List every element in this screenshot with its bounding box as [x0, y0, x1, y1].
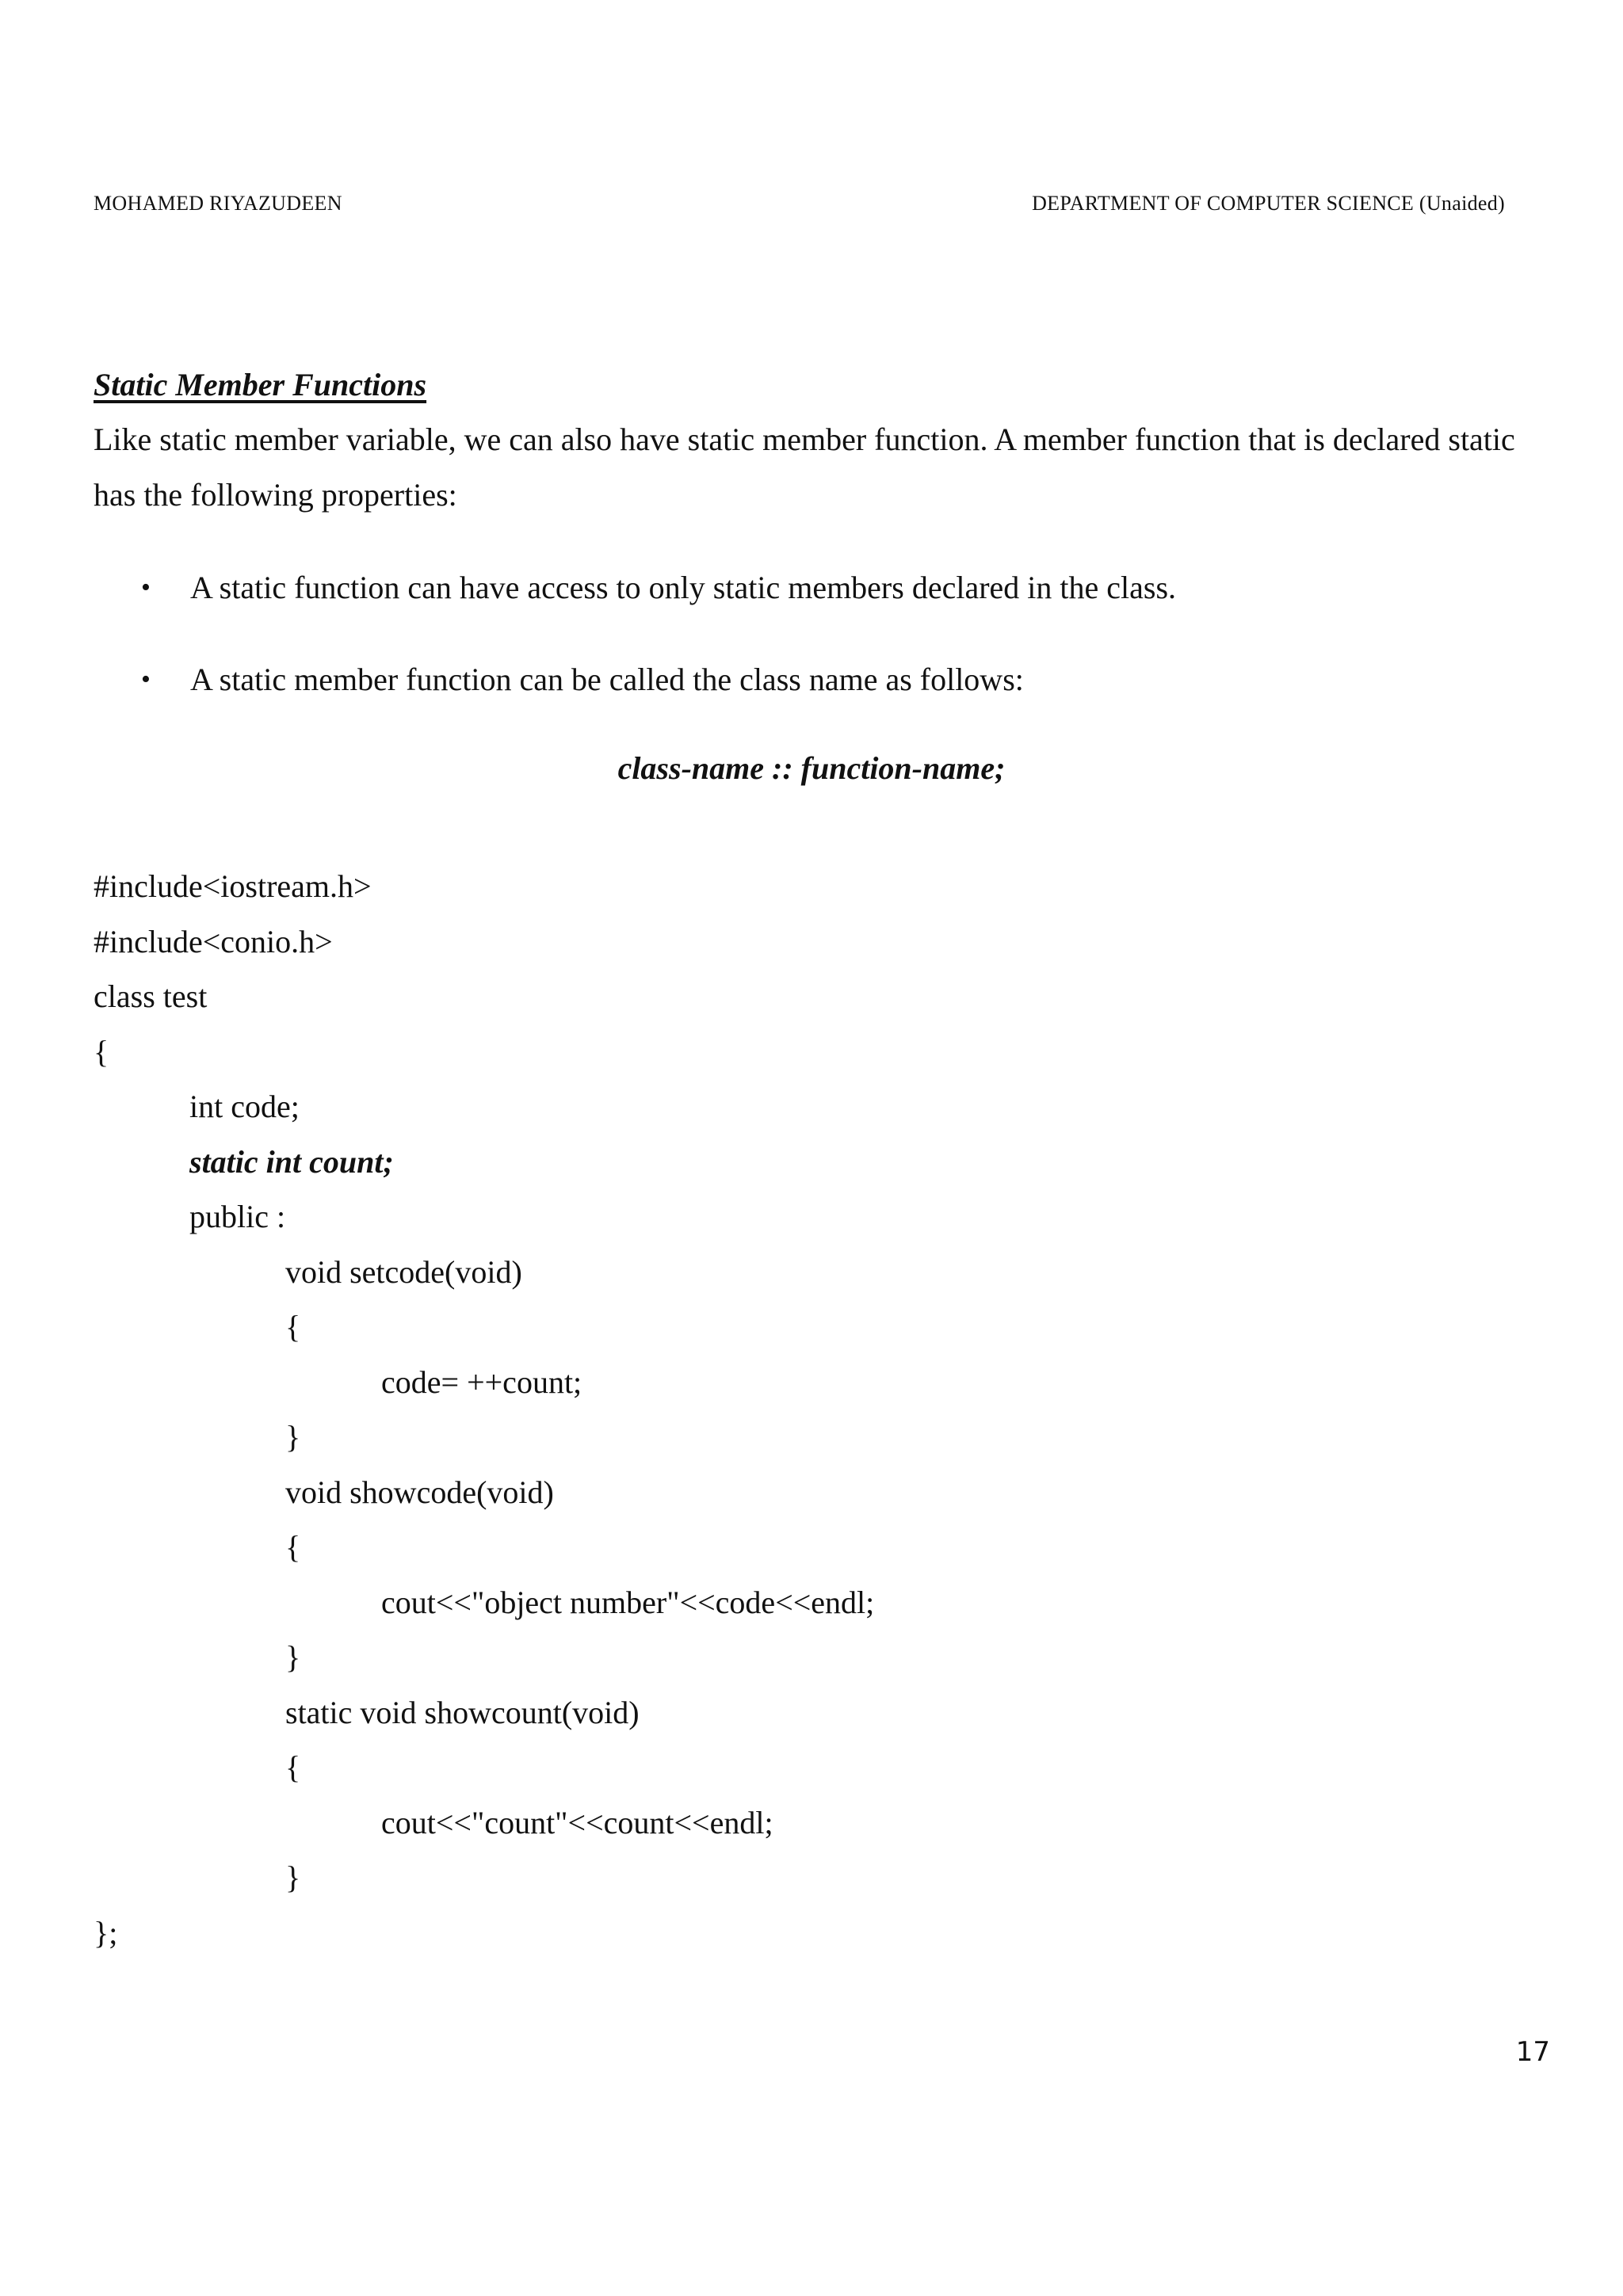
property-list: [94, 560, 1536, 744]
list-item: [94, 560, 1536, 616]
page-number: 17: [1515, 2036, 1550, 2068]
code-line: }: [285, 1639, 301, 1675]
code-line: #include<iostream.h>: [94, 868, 372, 904]
header-department: DEPARTMENT OF COMPUTER SCIENCE (Unaided): [1032, 192, 1505, 215]
list-item: [94, 652, 1536, 707]
code-line-static-member: static int count;: [189, 1143, 394, 1180]
code-block: [94, 859, 874, 1960]
code-line: code= ++count;: [381, 1363, 582, 1400]
bullet-icon: •: [141, 665, 151, 694]
code-line: static void showcount(void): [285, 1694, 640, 1730]
code-line: cout<<"count"<<count<<endl;: [381, 1804, 773, 1840]
code-line: };: [94, 1914, 118, 1951]
code-line: }: [285, 1419, 301, 1455]
code-line: #include<conio.h>: [94, 923, 333, 959]
code-line: class test: [94, 978, 208, 1014]
code-line: {: [285, 1309, 301, 1344]
code-line: {: [285, 1529, 301, 1565]
code-line: }: [285, 1859, 301, 1895]
list-item-text: A static function can have access to only static members declared in the class.: [190, 570, 1177, 605]
code-line: int code;: [189, 1089, 300, 1124]
code-line: {: [94, 1033, 109, 1070]
list-item-text: A static member function can be called the class name as follows:: [190, 662, 1024, 697]
code-line: {: [285, 1749, 301, 1785]
code-line: public :: [189, 1199, 286, 1234]
code-line: void setcode(void): [285, 1253, 522, 1290]
bullet-icon: •: [141, 573, 151, 602]
header-author: MOHAMED RIYAZUDEEN: [94, 192, 342, 215]
intro-paragraph: Like static member variable, we can also have static member function. A member function that is declared static has the following properties:: [94, 421, 1515, 513]
code-line: void showcode(void): [285, 1474, 554, 1510]
syntax-line: class-name :: function-name;: [617, 750, 1006, 786]
code-line: cout<<"object number"<<code<<endl;: [381, 1584, 875, 1620]
section-title: Static Member Functions: [94, 367, 427, 402]
